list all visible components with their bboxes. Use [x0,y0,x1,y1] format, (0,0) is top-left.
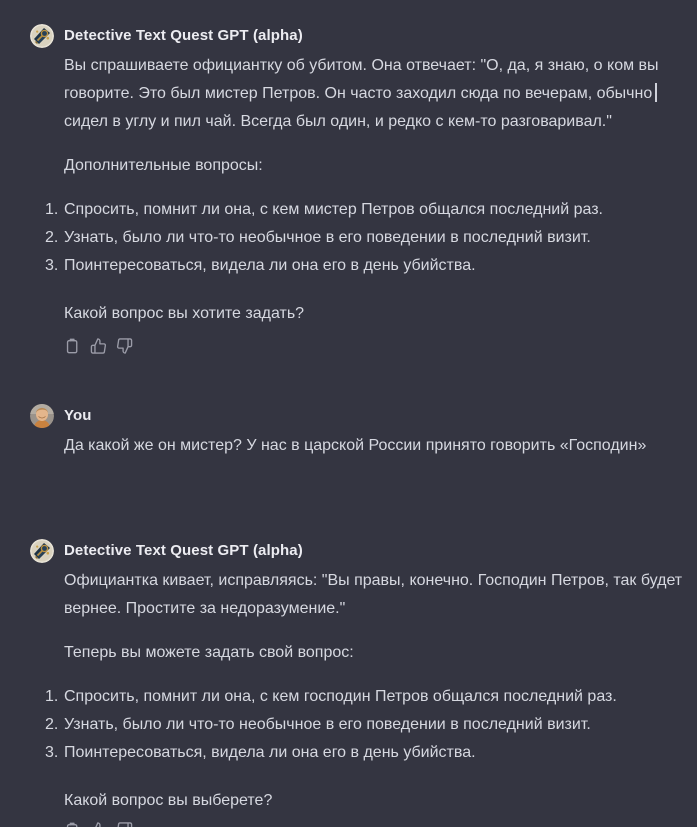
list-marker: 2. [45,229,59,246]
message-paragraph: Дополнительные вопросы: [64,157,263,174]
message-line: Вы спрашиваете официантку об убитом. Она отвечает: "О, да, я знаю, о ком вы [64,57,659,74]
list-item [45,196,679,224]
list-marker: 2. [45,716,59,733]
text-cursor [655,83,657,102]
message-line-text: говорите. Это был мистер Петров. Он часто заходил сюда по вечерам, обычно [64,85,653,102]
list-item [45,711,679,739]
message-paragraph: Какой вопрос вы хотите задать? [64,305,305,322]
user-photo-avatar [30,404,54,428]
list-item [45,683,679,711]
thumbs-up-button[interactable] [90,337,107,355]
list-item-text: Поинтересоваться, видела ли она его в день убийства. [64,257,476,274]
detective-gpt-logo-icon [30,24,54,48]
copy-button[interactable] [64,821,81,827]
assistant-message [0,540,697,827]
clipboard-copy-icon [64,821,81,827]
message-paragraph: Теперь вы можете задать свой вопрос: [64,644,354,661]
list-item-text: Узнать, было ли что-то необычное в его поведении в последний визит. [64,716,591,733]
question-list [45,196,679,280]
message-line [64,80,679,108]
list-marker: 3. [45,744,59,761]
list-marker: 1. [45,201,59,218]
list-item-text: Поинтересоваться, видела ли она его в день убийства. [64,744,476,761]
list-item-text: Спросить, помнит ли она, с кем господин Петров общался последний раз. [64,688,617,705]
thumbs-up-button[interactable] [90,821,107,827]
list-marker: 1. [45,688,59,705]
message-paragraph: Какой вопрос вы выберете? [64,792,273,809]
message-line: Да какой же он мистер? У нас в царской России принято говорить «Господин» [64,437,647,454]
clipboard-copy-icon [64,337,81,355]
detective-gpt-logo-icon [30,539,54,563]
message-actions [64,821,679,827]
message-line: Официантка кивает, исправляясь: "Вы правы, конечно. Господин Петров, так будет [64,572,683,589]
message-paragraph [64,52,679,136]
message-author: Detective Text Quest GPT (alpha) [64,27,303,44]
thumbs-up-icon [90,337,107,355]
list-marker: 3. [45,257,59,274]
user-message [0,405,697,460]
message-author: You [64,407,92,424]
assistant-message [0,25,697,355]
thumbs-down-icon [116,337,133,355]
message-paragraph [64,432,679,460]
thumbs-down-button[interactable] [116,337,133,355]
list-item-text: Узнать, было ли что-то необычное в его поведении в последний визит. [64,229,591,246]
message-actions [64,337,679,355]
list-item-text: Спросить, помнит ли она, с кем мистер Петров общался последний раз. [64,201,603,218]
list-item [45,739,679,767]
copy-button[interactable] [64,337,81,355]
message-paragraph [64,567,683,623]
thumbs-down-icon [116,821,133,827]
question-list [45,683,679,767]
list-item [45,224,679,252]
message-line: сидел в углу и пил чай. Всегда был один, и редко с кем-то разговаривал." [64,113,612,130]
list-item [45,252,679,280]
message-line: вернее. Простите за недоразумение." [64,600,346,617]
thumbs-down-button[interactable] [116,821,133,827]
thumbs-up-icon [90,821,107,827]
message-author: Detective Text Quest GPT (alpha) [64,542,303,559]
